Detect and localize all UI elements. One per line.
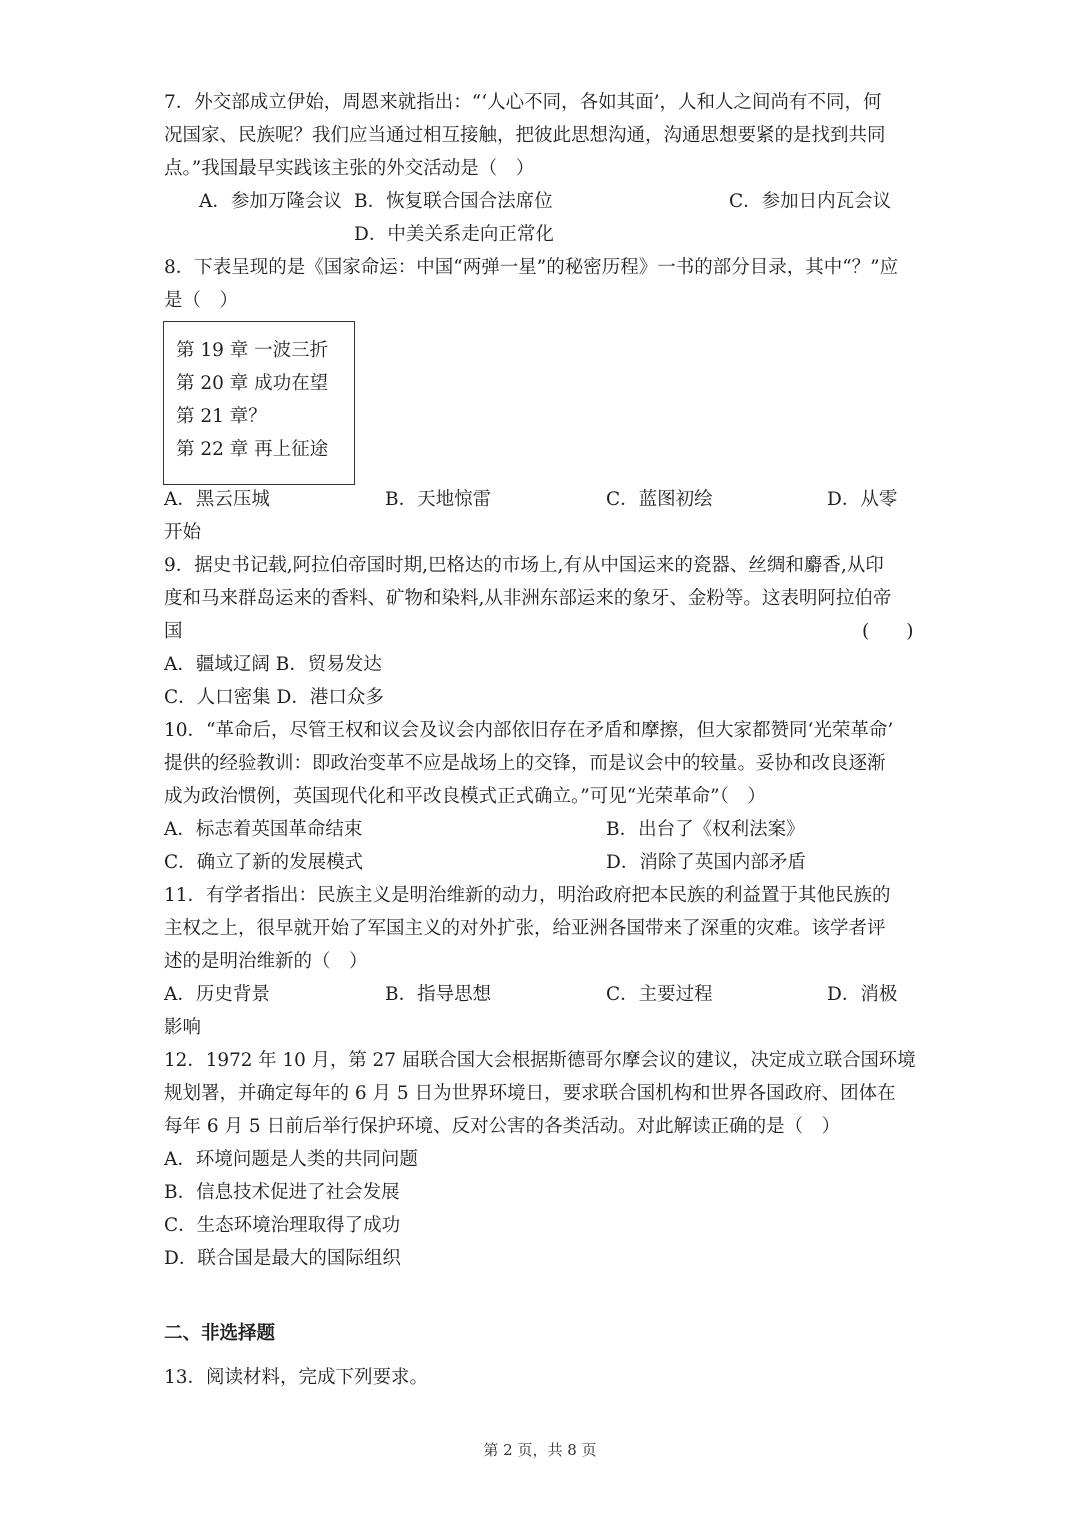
q11-option-a: A．历史背景	[164, 984, 270, 1005]
q12-option-c: C．生态环境治理取得了成功	[164, 1215, 401, 1236]
q8-option-d: D．从零	[827, 489, 898, 510]
q7-option-b: B．恢复联合国合法席位	[354, 191, 553, 212]
q9-stem-line-2: 度和马来群岛运来的香料、矿物和染料,从非洲东部运来的象牙、金粉等。这表明阿拉伯帝	[164, 588, 892, 609]
q9-answer-bracket: ( )	[862, 621, 914, 642]
q12-stem-line-1: 12．1972 年 10 月，第 27 届联合国大会根据斯德哥尔摩会议的建议，决定成立联合国环境	[164, 1050, 916, 1071]
q12-stem-line-2: 规划署，并确定每年的 6 月 5 日为世界环境日，要求联合国机构和世界各国政府、团体在	[164, 1083, 896, 1104]
q8-stem-line-1: 8．下表呈现的是《国家命运：中国“两弹一星”的秘密历程》一书的部分目录，其中“？”应	[164, 257, 899, 278]
q8-toc-table	[163, 321, 355, 485]
q12-option-a: A．环境问题是人类的共同问题	[164, 1149, 418, 1170]
q8-option-c: C．蓝图初绘	[606, 489, 713, 510]
q9-option-ab: A．疆域辽阔 B．贸易发达	[164, 654, 382, 675]
q7-stem-line-3: 点。”我国最早实践该主张的外交活动是（ ）	[164, 158, 535, 179]
section-heading: 二、非选择题	[164, 1323, 276, 1344]
toc-chapter-19: 第 19 章 一波三折	[176, 340, 329, 361]
q8-option-d-wrap: 开始	[164, 522, 202, 543]
q11-stem-line-1: 11．有学者指出：民族主义是明治维新的动力，明治政府把本民族的利益置于其他民族的	[164, 885, 891, 906]
q12-option-d: D．联合国是最大的国际组织	[164, 1248, 401, 1269]
q12-stem-line-3: 每年 6 月 5 日前后举行保护环境、反对公害的各类活动。对此解读正确的是（ ）	[164, 1116, 841, 1137]
toc-chapter-22: 第 22 章 再上征途	[176, 439, 329, 460]
q11-option-c: C．主要过程	[606, 984, 713, 1005]
q7-option-d: D．中美关系走向正常化	[354, 224, 554, 245]
q7-stem-line-2: 况国家、民族呢？我们应当通过相互接触，把彼此思想沟通，沟通思想要紧的是找到共同	[164, 125, 886, 146]
q10-stem-line-3: 成为政治惯例，英国现代化和平改良模式正式确立。”可见“光荣革命”（ ）	[164, 786, 766, 807]
q7-option-c: C．参加日内瓦会议	[729, 191, 892, 212]
q11-stem-line-3: 述的是明治维新的（ ）	[164, 951, 368, 972]
q7-stem-line-1: 7．外交部成立伊始，周恩来就指出：“‘人心不同，各如其面’，人和人之间尚有不同，何	[164, 92, 882, 113]
q13-stem: 13．阅读材料，完成下列要求。	[164, 1367, 429, 1388]
q10-stem-line-2: 提供的经验教训：即政治变革不应是战场上的交锋，而是议会中的较量。妥协和改良逐渐	[164, 753, 886, 774]
q11-stem-line-2: 主权之上，很早就开始了军国主义的对外扩张，给亚洲各国带来了深重的灾难。该学者评	[164, 918, 886, 939]
q8-option-a: A．黑云压城	[164, 489, 270, 510]
q10-option-b: B．出台了《权利法案》	[606, 819, 805, 840]
q9-stem-line-3: 国	[164, 621, 183, 642]
toc-chapter-20: 第 20 章 成功在望	[176, 373, 329, 394]
q11-option-d-wrap: 影响	[164, 1017, 202, 1038]
q9-stem-line-1: 9．据史书记载,阿拉伯帝国时期,巴格达的市场上,有从中国运来的瓷器、丝绸和麝香,从印	[164, 555, 884, 576]
q8-option-b: B．天地惊雷	[385, 489, 492, 510]
toc-chapter-21: 第 21 章？	[176, 406, 267, 427]
q11-option-d: D．消极	[827, 984, 898, 1005]
q10-stem-line-1: 10．“革命后，尽管王权和议会及议会内部依旧存在矛盾和摩擦，但大家都赞同‘光荣革命’	[164, 720, 894, 741]
q11-option-b: B．指导思想	[385, 984, 492, 1005]
q7-option-a: A．参加万隆会议	[199, 191, 342, 212]
q12-option-b: B．信息技术促进了社会发展	[164, 1182, 400, 1203]
q10-option-c: C．确立了新的发展模式	[164, 852, 364, 873]
q10-option-a: A．标志着英国革命结束	[164, 819, 363, 840]
page-number-footer: 第 2 页，共 8 页	[483, 1441, 597, 1459]
q9-option-cd: C．人口密集 D．港口众多	[164, 687, 384, 708]
q10-option-d: D．消除了英国内部矛盾	[606, 852, 806, 873]
q8-stem-line-2: 是（ ）	[164, 290, 239, 311]
